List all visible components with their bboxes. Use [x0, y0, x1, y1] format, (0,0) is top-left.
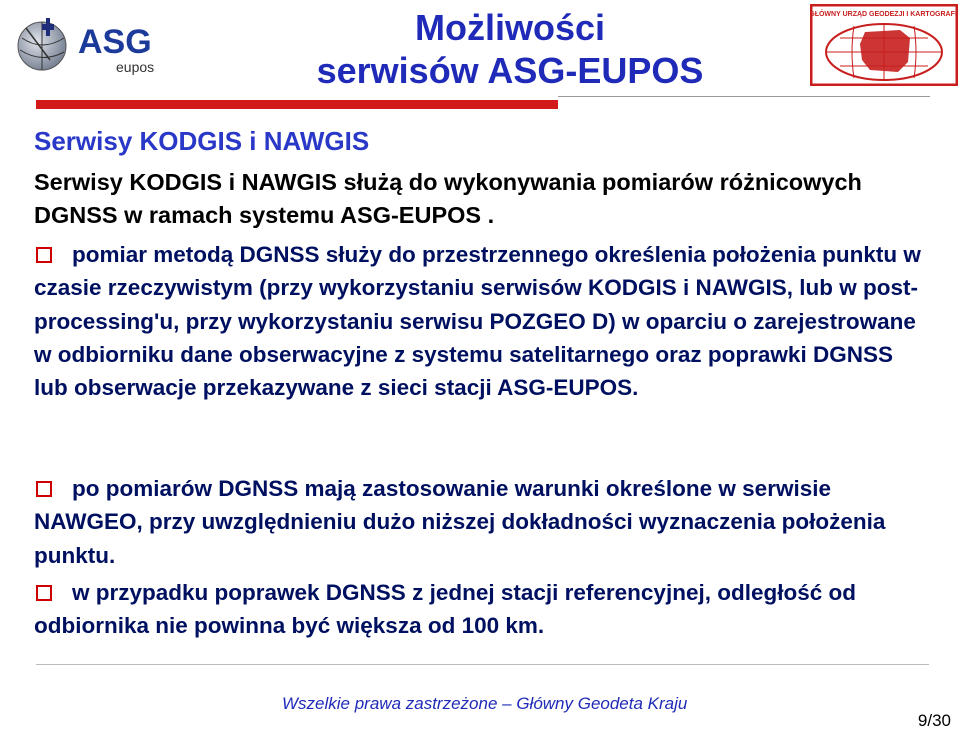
logo-eupos-text: eupos: [116, 59, 155, 75]
title-divider-line: [558, 96, 930, 97]
gugik-logo: [810, 4, 958, 86]
checkbox-bullet-icon: [36, 247, 52, 263]
asg-eupos-logo: [8, 8, 200, 80]
title-line-2: serwisów ASG-EUPOS: [316, 50, 704, 91]
bullet-item-1: [34, 238, 929, 404]
slide-title: [220, 6, 800, 92]
intro-paragraph: Serwisy KODGIS i NAWGIS służą do wykonywania pomiarów różnicowych DGNSS w ramach systemu ASG-EUPOS .: [34, 169, 862, 228]
footer-divider: [36, 664, 929, 665]
title-divider: [36, 100, 558, 109]
footer-copyright: Wszelkie prawa zastrzeżone – Główny Geodeta Kraju: [282, 694, 688, 713]
bullet-text-1: pomiar metodą DGNSS służy do przestrzennego określenia położenia punktu w czasie rzeczywistym (przy wykorzystaniu serwisów KODGIS i NAWGIS, lub w post-processing'u, przy wykorzystaniu serwisu POZGEO D) w oparciu o zarejestrowane w odbiorniku dane obserwacyjne z systemu satelitarnego oraz poprawki DGNSS lub obserwacje przekazywane z sieci stacji ASG-EUPOS.: [34, 242, 921, 401]
page-number: 9/30: [917, 711, 951, 730]
section-heading: Serwisy KODGIS i NAWGIS: [34, 126, 370, 156]
bullet-item-3: [34, 576, 929, 643]
checkbox-bullet-icon: [36, 585, 52, 601]
checkbox-bullet-icon: [36, 481, 52, 497]
gugik-logo-text: GŁÓWNY URZĄD GEODEZJI I KARTOGRAFII: [810, 11, 958, 18]
bullet-item-2: [34, 472, 929, 572]
title-line-1: Możliwości: [414, 7, 606, 48]
logo-asg-text: ASG: [78, 23, 152, 61]
bullet-text-2: po pomiarów DGNSS mają zastosowanie warunki określone w serwisie NAWGEO, przy uwzględnieniu dużo niższej dokładności wyznaczenia położenia punktu.: [34, 476, 886, 568]
bullet-text-3: w przypadku poprawek DGNSS z jednej stacji referencyjnej, odległość od odbiornika nie powinna być większa od 100 km.: [34, 580, 856, 639]
